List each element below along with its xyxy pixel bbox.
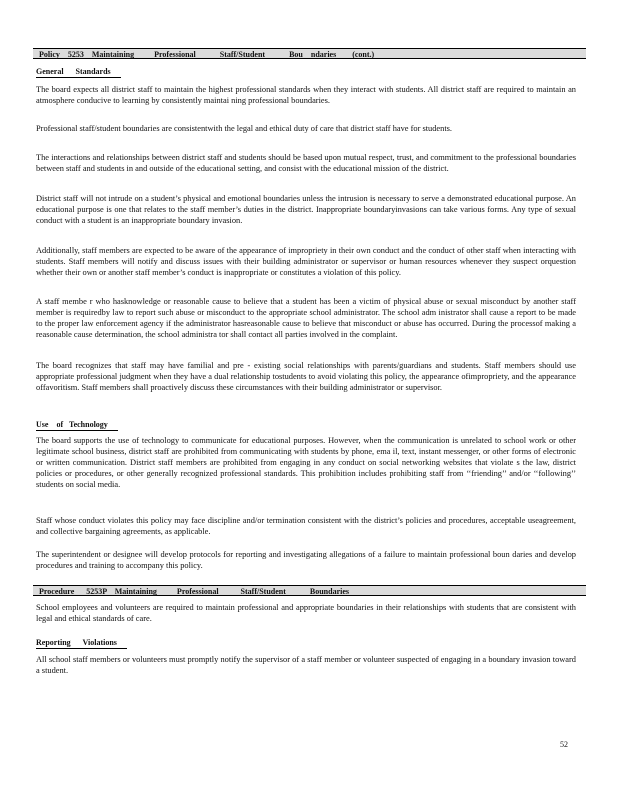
general-paragraph-3: The interactions and relationships between district staff and students should be based upon mutual respect, trust, and commitment to the professional boundaries between staff and students in and outside of the educational setting, and consist with the educational mission of the district. (36, 153, 576, 173)
reporting-paragraph: All school staff members or volunteers must promptly notify the supervisor of a staff member or volunteer suspected of engaging in a boundary invasion toward a student. (36, 655, 576, 675)
general-paragraph-5: Additionally, staff members are expected to be aware of the appearance of impropriety in their own conduct and the conduct of other staff when interacting with students. Staff members will notify and discuss issues with their building administrator or supervisor or human resources whenever they suspect orquestion whether their own or another staff member’s conduct is inappropriate or constitutes a violation of this policy. (36, 246, 576, 277)
technology-paragraph-2: Staff whose conduct violates this policy may face discipline and/or termination consistent with the district’s policies and procedures, acceptable useagreement, and collective bargaining agreements, as applicable. (36, 516, 576, 536)
policy-header: Policy 5253 Maintaining Professional Staff/Student Bou ndaries (cont.) (33, 48, 586, 59)
general-paragraph-7: The board recognizes that staff may have familial and pre - existing social relationships with parents/guardians and students. Staff members should use appropriate professional judgment when they have a dual relationship tostudents to avoid violating this policy, the appearance ofimpropriety, and the appearance offavoritism. Staff members shall proactively discuss these circumstances with their building administrator or supervisor. (36, 361, 576, 392)
technology-heading: Use of Technology (36, 420, 118, 431)
page-number: 52 (560, 740, 568, 749)
general-paragraph-4: District staff will not intrude on a student’s physical and emotional boundaries unless the intrusion is necessary to serve a demonstrated educational purpose. An educational purpose is one that relates to the staff member’s duties in the district. Inappropriate boundaryinvasions can take various forms. Any type of sexual conduct with a student is an inappropriate boundary invasion. (36, 194, 576, 225)
procedure-header: Procedure 5253P Maintaining Professional Staff/Student Boundaries (33, 585, 586, 596)
general-paragraph-1: The board expects all district staff to maintain the highest professional standards when they interact with students. All district staff are required to maintain an atmosphere conducive to learning by consistently maintai ning professional boundaries. (36, 85, 576, 105)
technology-paragraph-1: The board supports the use of technology to communicate for educational purposes. However, when the communication is unrelated to school work or other legitimate school business, district staff are prohibited from communicating with students by phone, ema il, text, instant messenger, or other forms of electronic or written communication. District staff members are prohibited from engaging in any conduct on social networking websites that violate s the law, district policies or procedures, or other generally recognized professional standards. This prohibition includes prohibiting staff from ‘‘friending’’ and/or ‘‘following’’ students on social media. (36, 436, 576, 489)
technology-paragraph-3: The superintendent or designee will develop protocols for reporting and investigating allegations of a failure to maintain professional boun daries and develop procedures and training to accompany this policy. (36, 550, 576, 570)
general-paragraph-6: A staff membe r who hasknowledge or reasonable cause to believe that a student has been a victim of physical abuse or sexual misconduct by another staff member is requiredby law to report such abuse or misconduct to the appropriate school administrator. The school adm inistrator shall cause a report to be made to the proper law enforcement agency if the administrator hasreasonable cause to believe that misconduct or abuse has occurred. During the processof making a reasonable cause determination, the school administra tor shall contact all parties involved in the complaint. (36, 297, 576, 339)
procedure-paragraph: School employees and volunteers are required to maintain professional and appropriate boundaries in their relationships with students that are consistent with legal and ethical standards of care. (36, 603, 576, 623)
general-paragraph-2: Professional staff/student boundaries are consistentwith the legal and ethical duty of care that district staff have for students. (36, 124, 452, 133)
reporting-heading: Reporting Violations (36, 638, 127, 649)
general-standards-heading: General Standards (36, 67, 121, 78)
